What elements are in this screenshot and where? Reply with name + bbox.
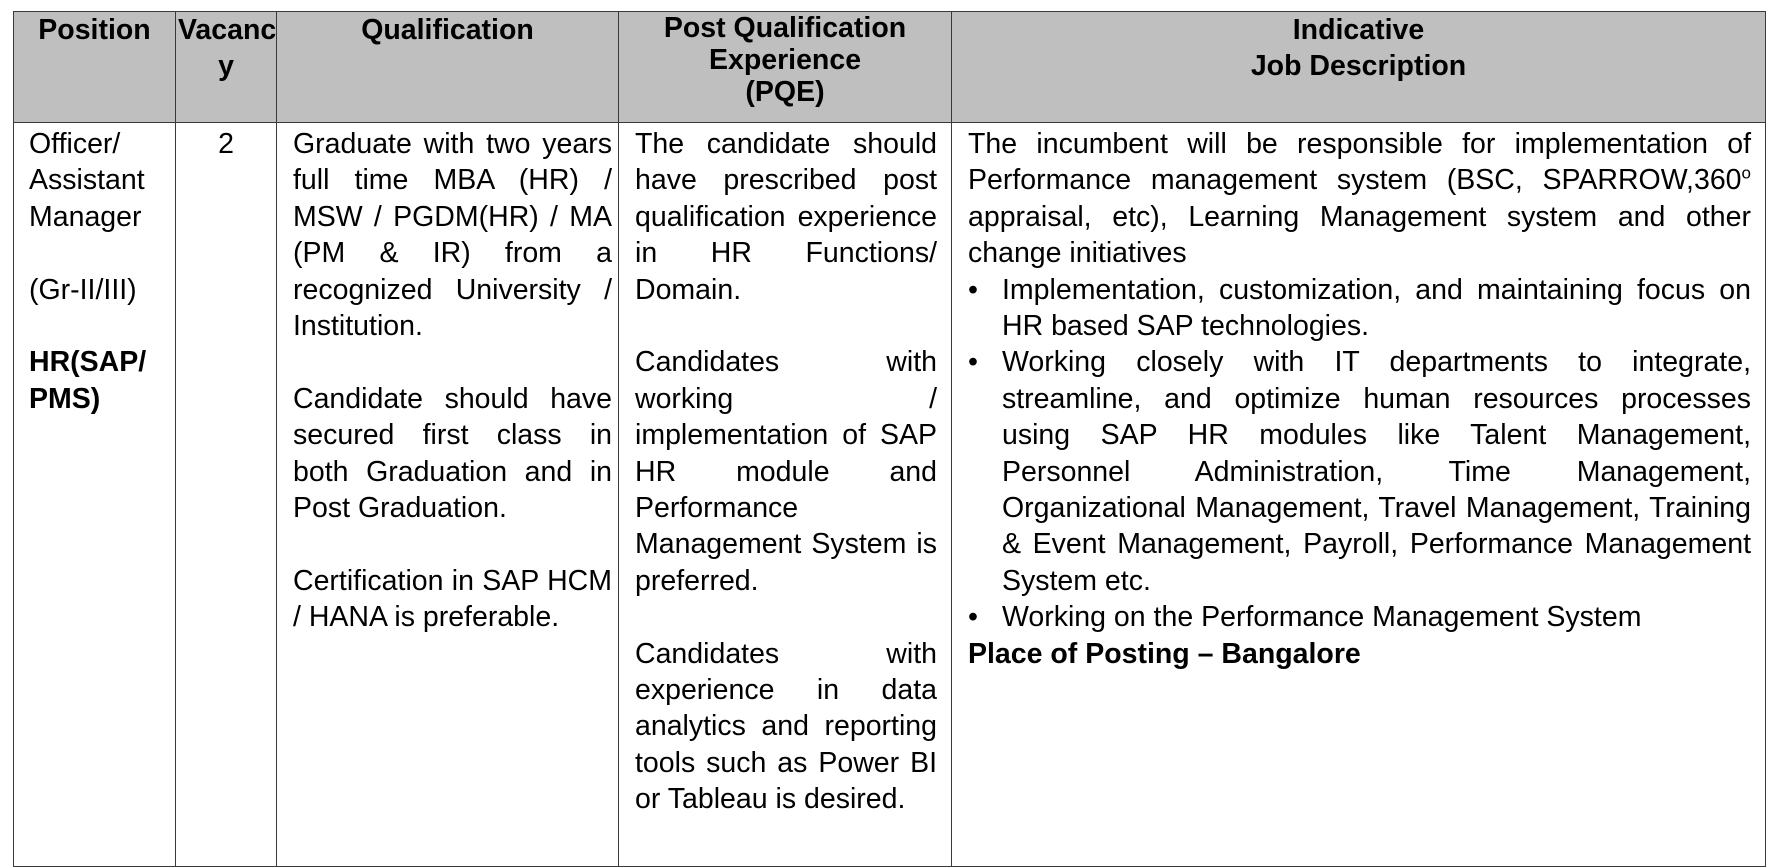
duty-text: Working closely with IT departments to integrate, streamline, and optimize human resources processes using SAP HR modules like Talent Management, Personnel Administration, Time Management, Organizational Management, Travel Management, Training & Event Management, Payroll, Performance Management System etc. <box>1002 346 1751 597</box>
cell-qualification <box>277 123 619 867</box>
qualification-paragraph-first-class: Candidate should have secured first class in both Graduation and in Post Graduation. <box>293 382 612 525</box>
spacer <box>29 308 169 344</box>
duty-text: Working on the Performance Management System <box>1002 601 1642 634</box>
list-item <box>968 272 1751 345</box>
header-pqe-line1: Post Qualification <box>663 12 907 44</box>
qualification-paragraph-degree: Graduate with two years full time MBA (HR) / MSW / PGDM(HR) / MA (PM & IR) from a recognized University / Institution. <box>293 128 612 343</box>
pqe-paragraph-experience: The candidate should have prescribed post qualification experience in HR Functions/ Domain. <box>635 128 937 306</box>
pqe-paragraph-sap: Candidates with working / implementation of SAP HR module and Performance Management System is preferred. <box>635 346 937 597</box>
degree-superscript: o <box>1741 163 1751 183</box>
job-vacancy-table <box>13 11 1766 867</box>
cell-vacancy <box>176 123 277 867</box>
header-position <box>14 12 176 123</box>
cell-pqe <box>619 123 952 867</box>
table-row <box>14 123 1766 867</box>
table-body <box>14 123 1766 867</box>
position-line2: Assistant <box>29 164 145 197</box>
header-jd-line2: Job Description <box>1250 50 1467 82</box>
place-of-posting: Place of Posting – Bangalore <box>968 637 1361 670</box>
header-job-description <box>952 12 1766 123</box>
bullet-icon: • <box>968 273 978 306</box>
header-row <box>14 12 1766 123</box>
vacancy-count: 2 <box>218 128 234 160</box>
position-line3: Manager <box>29 200 142 233</box>
position-dept-line1: HR(SAP/ <box>29 346 147 379</box>
header-qualification-label: Qualification <box>361 14 534 46</box>
spacer <box>29 235 169 271</box>
jd-duties-list <box>968 272 1751 636</box>
position-dept-line2: PMS) <box>29 382 101 415</box>
qualification-paragraph-certification: Certification in SAP HCM / HANA is preferable. <box>293 564 612 634</box>
header-pqe <box>619 12 952 123</box>
header-vacancy-line1: Vacanc <box>178 14 277 46</box>
header-vacancy-line2: y <box>218 50 234 82</box>
header-position-label: Position <box>38 14 151 46</box>
jd-intro-text-cont: appraisal, etc), Learning Management system and other change initiatives <box>968 200 1751 270</box>
cell-job-description <box>952 123 1766 867</box>
bullet-icon: • <box>968 346 978 379</box>
header-pqe-line3: (PQE) <box>745 76 825 108</box>
list-item <box>968 599 1751 635</box>
header-jd-line1: Indicative <box>1292 14 1425 46</box>
position-grade: (Gr-II/III) <box>29 273 137 306</box>
cell-position <box>14 123 176 867</box>
header-qualification <box>277 12 619 123</box>
duty-text: Implementation, customization, and maintaining focus on HR based SAP technologies. <box>1002 273 1751 343</box>
jd-intro-text: The incumbent will be responsible for implementation of Performance management system (BSC, SPARROW,360 <box>968 128 1751 197</box>
list-item <box>968 344 1751 599</box>
header-pqe-line2: Experience <box>708 44 862 76</box>
table-header <box>14 12 1766 123</box>
jd-intro <box>968 126 1751 272</box>
pqe-paragraph-analytics: Candidates with experience in data analytics and reporting tools such as Power BI or Tableau is desired. <box>635 637 937 816</box>
bullet-icon: • <box>968 601 978 634</box>
header-vacancy <box>176 12 277 123</box>
position-line1: Officer/ <box>29 128 121 160</box>
